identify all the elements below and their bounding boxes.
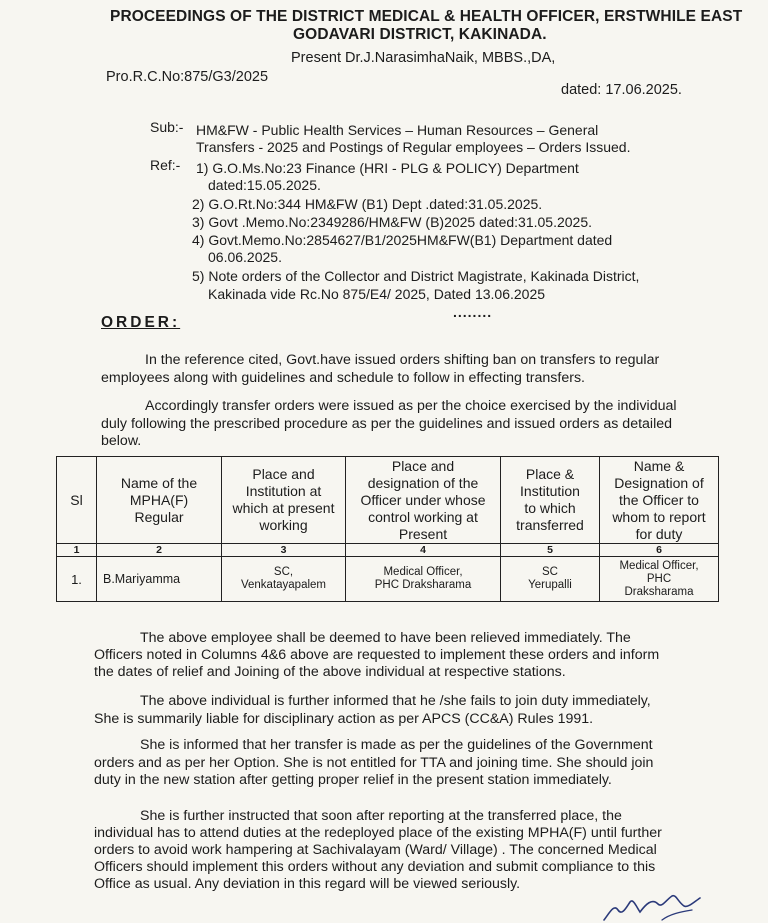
rc-number: Pro.R.C.No:875/G3/2025 — [106, 69, 269, 85]
ref-item: 1) G.O.Ms.No:23 Finance (HRI - PLG & POLICY) Department — [196, 160, 579, 176]
paragraph-line: duly following the prescribed procedure as per the guidelines and issued orders as detailed — [101, 416, 673, 432]
cell-control-officer: Medical Officer, PHC Draksharama — [346, 557, 501, 602]
cell-present-place: SC, Venkatayapalem — [222, 557, 346, 602]
subject-line2: Transfers - 2025 and Postings of Regular employees – Orders Issued. — [196, 139, 631, 155]
column-number: 1 — [57, 544, 97, 557]
order-heading: ORDER: — [101, 314, 181, 331]
header-title-line1: PROCEEDINGS OF THE DISTRICT MEDICAL & HEALTH OFFICER, ERSTWHILE EAST — [110, 8, 743, 25]
ref-dots: ........ — [453, 304, 493, 320]
paragraph-line: The above individual is further informed that he /she fails to join duty immediately, — [140, 693, 651, 709]
header-cell-report-to: Name & Designation of the Officer to whom to report for duty — [600, 457, 719, 544]
paragraph-line: below. — [101, 433, 142, 449]
paragraph-line: In the reference cited, Govt.have issued orders shifting ban on transfers to regular — [145, 352, 660, 368]
cell-sl: 1. — [57, 557, 97, 602]
header-cell-present-place: Place and Institution at which at present working — [222, 457, 346, 544]
subject-line1: HM&FW - Public Health Services – Human Resources – General — [196, 122, 599, 138]
paragraph-line: the dates of relief and Joining of the above individual at respective stations. — [94, 664, 566, 680]
column-number: 5 — [501, 544, 600, 557]
paragraph-line: She is summarily liable for disciplinary action as per APCS (CC&A) Rules 1991. — [94, 711, 594, 727]
signature — [600, 890, 710, 923]
cell-transferred-to: SC Yerupalli — [501, 557, 600, 602]
column-number: 2 — [97, 544, 222, 557]
column-number: 4 — [346, 544, 501, 557]
table-header-row — [57, 457, 719, 544]
paragraph-line: Officers noted in Columns 4&6 above are requested to implement these orders and inform — [94, 647, 660, 663]
paragraph-line: orders and as per her Option. She is not entitled for TTA and joining time. She should join — [94, 755, 654, 771]
ref-label: Ref:- — [150, 157, 181, 173]
present-officer: Present Dr.J.NarasimhaNaik, MBBS.,DA, — [291, 50, 556, 66]
header-cell-sl: Sl — [57, 457, 97, 544]
paragraph-line: Office as usual. Any deviation in this regard will be viewed seriously. — [94, 876, 521, 892]
header-cell-control-officer: Place and designation of the Officer under whose control working at Present — [346, 457, 501, 544]
paragraph-line: Accordingly transfer orders were issued as per the choice exercised by the individual — [145, 398, 677, 414]
transfer-table — [56, 456, 719, 602]
header-cell-transferred-to: Place & Institution to which transferred — [501, 457, 600, 544]
paragraph-line: individual has to attend duties at the redeployed place of the existing MPHA(F) until further — [94, 825, 662, 841]
ref-item: 2) G.O.Rt.No:344 HM&FW (B1) Dept .dated:31.05.2025. — [192, 196, 543, 212]
ref-item: Kakinada vide Rc.No 875/E4/ 2025, Dated 13.06.2025 — [208, 286, 546, 302]
paragraph-line: orders to avoid work hampering at Sachivalayam (Ward/ Village) . The concerned Medical — [94, 842, 657, 858]
table-row — [57, 557, 719, 602]
order-date: dated: 17.06.2025. — [561, 82, 682, 98]
ref-item: 06.06.2025. — [208, 249, 282, 265]
paragraph-line: duty in the new station after getting proper relief in the present station immediately. — [94, 772, 612, 788]
ref-item: 3) Govt .Memo.No:2349286/HM&FW (B)2025 dated:31.05.2025. — [192, 214, 592, 230]
cell-report-to: Medical Officer, PHC Draksharama — [600, 557, 719, 602]
table-column-number-row — [57, 544, 719, 557]
paragraph-line: employees along with guidelines and schedule to follow in effecting transfers. — [101, 370, 585, 386]
ref-item: dated:15.05.2025. — [208, 177, 321, 193]
ref-item: 4) Govt.Memo.No:2854627/B1/2025HM&FW(B1) Department dated — [192, 232, 613, 248]
header-title-line2: GODAVARI DISTRICT, KAKINADA. — [293, 26, 547, 43]
paragraph-line: She is further instructed that soon after reporting at the transferred place, the — [140, 808, 622, 824]
paragraph-line: Officers should implement this orders without any deviation and submit compliance to this — [94, 859, 656, 875]
paragraph-line: She is informed that her transfer is made as per the guidelines of the Government — [140, 737, 653, 753]
subject-label: Sub:- — [150, 119, 184, 135]
column-number: 6 — [600, 544, 719, 557]
cell-name: B.Mariyamma — [97, 557, 222, 602]
ref-item: 5) Note orders of the Collector and District Magistrate, Kakinada District, — [192, 268, 640, 284]
header-cell-name: Name of the MPHA(F) Regular — [97, 457, 222, 544]
paragraph-line: The above employee shall be deemed to have been relieved immediately. The — [140, 630, 631, 646]
column-number: 3 — [222, 544, 346, 557]
